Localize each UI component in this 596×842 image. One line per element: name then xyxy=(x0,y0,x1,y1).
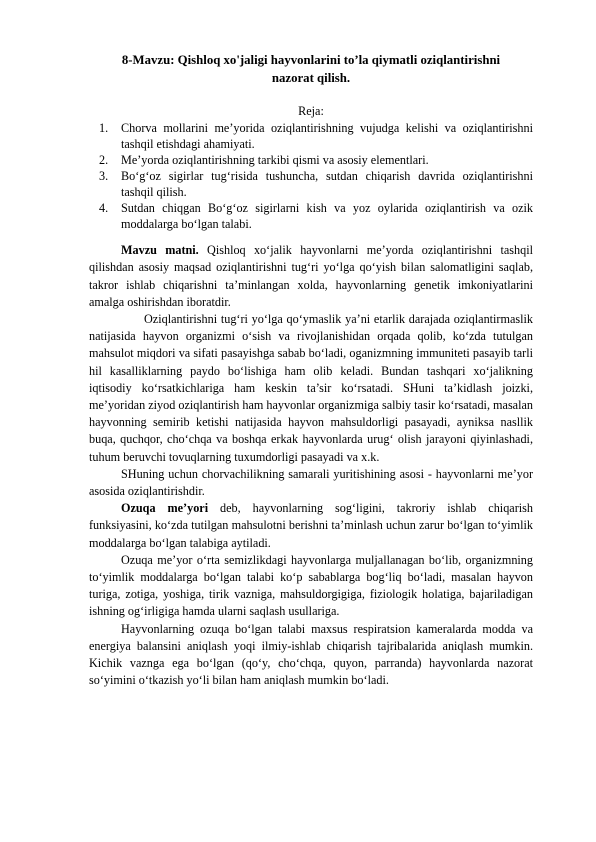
topic-text-body: Qishloq xo‘jalik hayvonlarni me’yorda oziqlantirishni tashqil qilishdan asosiy maqsad oziqlantirishni tug‘ri yo‘lga qo‘yish bilan salomatligini saqlab, takror ishlab chiqarishni ta’minlangan xolda, hayvonlarning genetik imkoniyatlarini amalga oshirishdan iboratdir. xyxy=(89,243,533,309)
plan-list xyxy=(89,120,533,232)
document-body xyxy=(89,51,533,689)
paragraph-topic-text xyxy=(89,242,533,311)
plan-item-number: 3. xyxy=(99,169,109,184)
title-line-2: nazorat qilish. xyxy=(271,71,351,85)
plan-item xyxy=(89,120,533,152)
paragraph-feeding-importance: Oziqlantirishni tug‘ri yo‘lga qo‘ymaslik ya’ni etarlik darajada oziqlantirmaslik natijasida hayvon organizmi o‘sish va rivojlanishidan orqada qolib, ko‘zda tutulgan mahsulot miqdori va sifati pasayishga sabab bo‘ladi, oganizmning immuniteti pasayib tarli hil kasalliklarning paydo bo‘lishiga ham olib keladi. Bundan tashqari xo‘jalikning iqtisodiy ko‘rsatkichlariga ham keskin ta’sir ko‘rsatadi. SHuni ta’kidlash joizki, me’yoridan ziyod oziqlantirish ham hayvonlar organizmiga salbiy tasir ko‘rsatadi, masalan hayvonning semirib ketishi natijasida hayvon mahsuldorligi pasayadi, ayniksa nasllik buqa, quchqor, cho‘chqa va boshqa erkak hayvonlarda urug‘ olish jarayoni qiyinlashadi, tuhum beruvchi tovuqlarning tuxumdorligi pasayadi va x.k. xyxy=(89,312,533,464)
feed-norm-definition: deb, hayvonlarning sog‘ligini, takroriy ishlab chiqarish funksiyasini, ko‘zda tutilgan mahsulotni berishni ta’minlash uchun zarur bo‘lgan to‘yimlik moddalarga bo‘lgan talabiga aytiladi. xyxy=(89,501,533,550)
document-title xyxy=(89,51,533,87)
title-line-1: 8-Mavzu: Qishloq xo'jaligi hayvonlarini to’la qiymatli oziqlantirishni xyxy=(121,53,501,67)
plan-item xyxy=(89,168,533,200)
paragraph-feed-measurement: Hayvonlarning ozuqa bo‘lgan talabi maxsus respiratsion kameralarda modda va energiya balansini aniqlash yoqi ilmiy-ishlab chiqarish tajribalarida aniqlash mumkin. Kichik vaznga ega bo‘lgan (qo‘y, cho‘chqa, quyon, parranda) hayvonlarda nazorat so‘yimini o‘tkazish yo‘li bilan ham aniqlash mumkin bo‘ladi. xyxy=(89,621,533,688)
plan-item xyxy=(89,152,533,168)
plan-item-text: Bo‘g‘oz sigirlar tug‘risida tushuncha, sutdan chiqarish davrida oziqlantirishni tashqil qilish. xyxy=(121,169,533,200)
plan-item-number: 4. xyxy=(99,201,109,216)
plan-item-text: Chorva mollarini me’yorida oziqlantirishning vujudga kelishi va oziqlantirishni tashqil etishdagi ahamiyati. xyxy=(121,121,533,152)
plan-item-text: Sutdan chiqgan Bo‘g‘oz sigirlarni kish va yoz oylarida oziqlantirish va ozik moddalarga bo‘lgan talabi. xyxy=(121,201,533,232)
plan-item xyxy=(89,200,533,232)
topic-text-lead: Mavzu matni. xyxy=(121,243,199,258)
feed-norm-term: Ozuqa me’yori xyxy=(121,501,209,516)
plan-item-number: 1. xyxy=(99,121,109,136)
plan-item-number: 2. xyxy=(99,153,109,168)
plan-item-text: Me’yorda oziqlantirishning tarkibi qismi va asosiy elementlari. xyxy=(121,153,429,168)
plan-heading: Reja: xyxy=(298,104,324,118)
paragraph-feed-norm xyxy=(89,500,533,552)
paragraph-feed-factors: Ozuqa me’yor o‘rta semizlikdagi hayvonlarga muljallanagan bo‘lib, organizmning to‘yimlik moddalarga bo‘lgan talabi ko‘p sabablarga bog‘liq bo‘ladi, masalan hayvon turiga, zotiga, yoshiga, tirik vazniga, mahsuldorgigiga, fiziologik holatiga, bajariladigan ishning og‘irligiga hamda ularni saqlash usullariga. xyxy=(89,552,533,619)
paragraph-basis: SHuning uchun chorvachilikning samarali yuritishining asosi - hayvonlarni me’yor asosida oziqlantirishdir. xyxy=(89,466,533,499)
